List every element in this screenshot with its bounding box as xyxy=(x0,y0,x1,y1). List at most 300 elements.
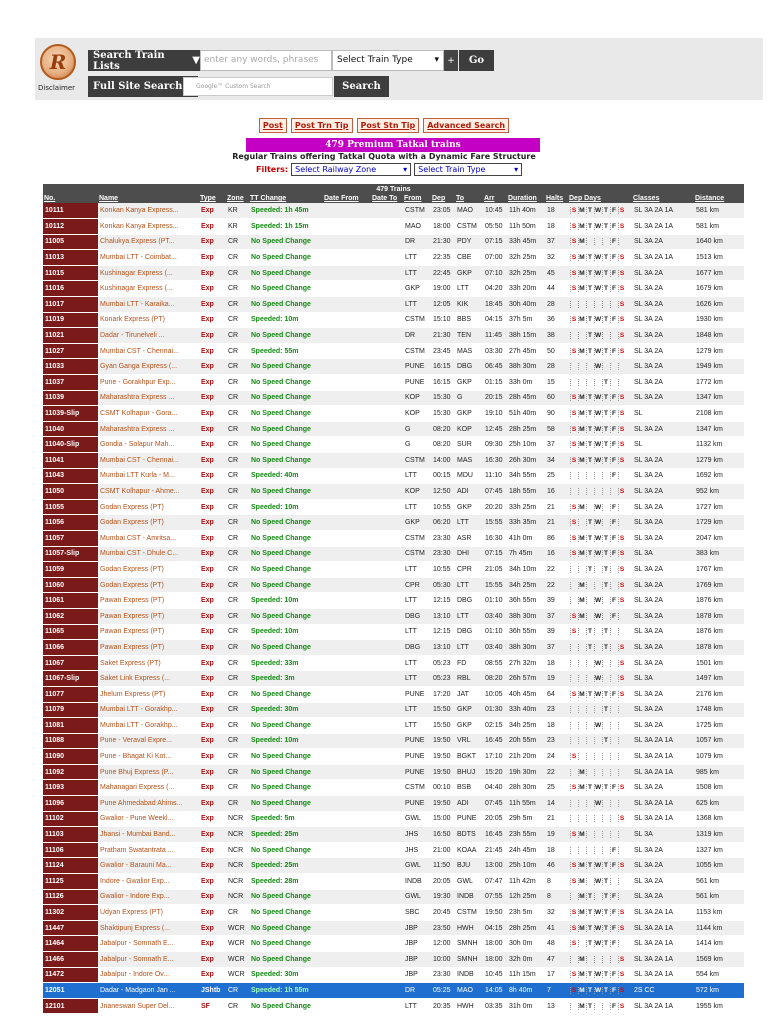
table-row[interactable] xyxy=(43,562,744,578)
train-number-link[interactable]: 11017 xyxy=(43,297,98,313)
table-row[interactable] xyxy=(43,811,744,827)
train-name-link[interactable]: Chalukya Express (PT... xyxy=(98,234,199,250)
train-name-link[interactable]: Konkan Kanya Express... xyxy=(98,203,199,219)
train-name-link[interactable]: Shaktipunj Express (... xyxy=(98,920,199,936)
table-row[interactable] xyxy=(43,920,744,936)
train-name-link[interactable]: Mahanagari Express (... xyxy=(98,780,199,796)
post-station-tip-button[interactable]: Post Stn Tip xyxy=(357,118,420,133)
train-number-link[interactable]: 12051 xyxy=(43,983,98,999)
dep-time: 21:00 xyxy=(431,842,455,858)
date-to xyxy=(371,577,403,593)
train-number-link[interactable]: 11102 xyxy=(43,811,98,827)
day-marker xyxy=(586,488,593,495)
day-marker: M xyxy=(579,238,585,246)
tt-change: No Speed Change xyxy=(249,842,323,858)
train-type: Exp xyxy=(199,281,226,297)
train-number-link[interactable]: 11016 xyxy=(43,281,98,297)
train-number-link[interactable]: 11037 xyxy=(43,375,98,391)
arr-time: 20:15 xyxy=(483,390,507,406)
table-row[interactable] xyxy=(43,312,744,328)
day-marker: S xyxy=(571,862,577,870)
date-from xyxy=(323,811,371,827)
to-station: MAO xyxy=(455,203,483,219)
train-name-link[interactable]: Pune Ahmedabad Ahims... xyxy=(98,796,199,812)
train-number-link[interactable]: 11033 xyxy=(43,359,98,375)
table-row[interactable] xyxy=(43,686,744,702)
table-row[interactable] xyxy=(43,889,744,905)
dep-time: 23:05 xyxy=(431,203,455,219)
date-to xyxy=(371,733,403,749)
arr-time: 04:40 xyxy=(483,780,507,796)
day-marker: F xyxy=(612,550,616,558)
table-row[interactable] xyxy=(43,328,744,344)
train-name-link[interactable]: Pune - Bhagat Ki Kot... xyxy=(98,749,199,765)
dep-time: 12:00 xyxy=(431,936,455,952)
tt-change: Speeded: 3m xyxy=(249,671,323,687)
train-name-link[interactable]: Udyan Express (PT) xyxy=(98,905,199,921)
halts: 18 xyxy=(545,718,568,734)
column-header-type[interactable]: Type xyxy=(199,194,226,203)
train-number-link[interactable]: 11050 xyxy=(43,484,98,500)
train-name-link[interactable]: Dadar - Madgaon Jan ... xyxy=(98,983,199,999)
train-number-link[interactable]: 11092 xyxy=(43,764,98,780)
train-number-link[interactable]: 11062 xyxy=(43,608,98,624)
day-marker: T xyxy=(604,285,608,293)
table-row[interactable] xyxy=(43,874,744,890)
post-button[interactable]: Post xyxy=(259,118,287,133)
advanced-search-button[interactable]: Advanced Search xyxy=(423,118,509,133)
train-number-link[interactable]: 11039-Slip xyxy=(43,406,98,422)
tt-change: Speeded: 1h 45m xyxy=(249,203,323,219)
train-number-link[interactable]: 11021 xyxy=(43,328,98,344)
train-name-link[interactable]: Jhelum Express (PT) xyxy=(98,686,199,702)
column-header-no[interactable]: No. xyxy=(43,194,98,203)
table-row[interactable] xyxy=(43,936,744,952)
train-number-link[interactable]: 11041 xyxy=(43,453,98,469)
train-number-link[interactable]: 10112 xyxy=(43,219,98,235)
date-to xyxy=(371,375,403,391)
table-row[interactable] xyxy=(43,624,744,640)
train-name-link[interactable]: Pawan Express (PT) xyxy=(98,640,199,656)
train-number-link[interactable]: 11126 xyxy=(43,889,98,905)
table-row[interactable] xyxy=(43,219,744,235)
train-number-link[interactable]: 11066 xyxy=(43,640,98,656)
train-name-link[interactable]: Pune - Veraval Expre... xyxy=(98,733,199,749)
site-logo[interactable] xyxy=(40,44,76,80)
table-row[interactable] xyxy=(43,671,744,687)
table-row[interactable] xyxy=(43,983,744,999)
train-number-link[interactable]: 11447 xyxy=(43,920,98,936)
go-button[interactable]: Go xyxy=(459,50,494,71)
table-row[interactable] xyxy=(43,905,744,921)
page-title: 479 Premium Tatkal trains xyxy=(246,138,540,152)
train-number-link[interactable]: 12101 xyxy=(43,998,98,1014)
train-name-link[interactable]: CSMT Kolhapur - Ahme... xyxy=(98,484,199,500)
train-name-link[interactable]: Pawan Express (PT) xyxy=(98,593,199,609)
train-number-link[interactable]: 11464 xyxy=(43,936,98,952)
from-station: LTT xyxy=(403,593,431,609)
to-station: KIK xyxy=(455,297,483,313)
train-name-link[interactable]: Konark Express (PT) xyxy=(98,312,199,328)
zone: WCR xyxy=(226,967,249,983)
distance: 1497 km xyxy=(694,671,744,687)
distance: 1132 km xyxy=(694,437,744,453)
day-marker xyxy=(594,566,601,573)
table-row[interactable] xyxy=(43,655,744,671)
classes: SL 3A 2A 1A xyxy=(632,250,694,266)
table-row[interactable] xyxy=(43,608,744,624)
train-name-link[interactable]: Konkan Kanya Express... xyxy=(98,219,199,235)
railway-zone-select[interactable] xyxy=(291,163,411,176)
train-number-link[interactable]: 11125 xyxy=(43,874,98,890)
search-button[interactable]: Search xyxy=(334,76,389,97)
train-number-link[interactable]: 11093 xyxy=(43,780,98,796)
table-row[interactable] xyxy=(43,484,744,500)
train-number-link[interactable]: 11466 xyxy=(43,952,98,968)
table-row[interactable] xyxy=(43,796,744,812)
column-header-dep[interactable]: Dep xyxy=(431,194,455,203)
table-row[interactable] xyxy=(43,234,744,250)
train-name-link[interactable]: Gondia - Solapur Mah... xyxy=(98,437,199,453)
table-row[interactable] xyxy=(43,842,744,858)
train-type: Exp xyxy=(199,484,226,500)
table-row[interactable] xyxy=(43,593,744,609)
table-row[interactable] xyxy=(43,375,744,391)
column-header-from[interactable]: From xyxy=(403,194,431,203)
day-marker: W xyxy=(595,394,602,402)
day-marker xyxy=(586,379,593,386)
column-header-arr[interactable]: Arr xyxy=(483,194,507,203)
train-name-link[interactable]: Saket Link Express (... xyxy=(98,671,199,687)
table-row[interactable] xyxy=(43,780,744,796)
day-marker: S xyxy=(571,784,577,792)
train-name-link[interactable]: CSMT Kolhapur - Gora... xyxy=(98,406,199,422)
from-station: SBC xyxy=(403,905,431,921)
plus-button[interactable]: + xyxy=(444,50,458,71)
column-header-date-from[interactable]: Date From xyxy=(323,194,371,203)
train-number-link[interactable]: 11067-Slip xyxy=(43,671,98,687)
train-name-link[interactable]: Pune - Gorakhpur Exp... xyxy=(98,375,199,391)
distance: 1769 km xyxy=(694,577,744,593)
day-marker: F xyxy=(612,472,616,480)
table-row[interactable] xyxy=(43,406,744,422)
day-marker: T xyxy=(604,643,608,651)
column-header-dep-days[interactable]: Dep Days xyxy=(568,194,632,203)
train-name-link[interactable]: Mumbai LTT - Karaika... xyxy=(98,297,199,313)
column-header-halts[interactable]: Halts xyxy=(545,194,568,203)
column-header-date-to[interactable]: Date To xyxy=(371,194,403,203)
table-row[interactable] xyxy=(43,437,744,453)
column-header-tt-change[interactable]: TT Change xyxy=(249,194,323,203)
train-name-link[interactable]: Gwalior - Barauni Ma... xyxy=(98,858,199,874)
train-type: Exp xyxy=(199,546,226,562)
train-name-link[interactable]: Jhansi - Mumbai Band... xyxy=(98,827,199,843)
column-header-to[interactable]: To xyxy=(455,194,483,203)
dep-time: 15:30 xyxy=(431,406,455,422)
arr-time: 10:05 xyxy=(483,686,507,702)
table-row[interactable] xyxy=(43,702,744,718)
dep-days xyxy=(568,265,632,281)
column-header-duration[interactable]: Duration xyxy=(507,194,545,203)
date-from xyxy=(323,842,371,858)
train-number-link[interactable]: 11060 xyxy=(43,577,98,593)
arr-time: 21:05 xyxy=(483,562,507,578)
table-row[interactable] xyxy=(43,577,744,593)
train-name-link[interactable]: Mumbai LTT - Gorakhp... xyxy=(98,702,199,718)
train-name-link[interactable]: Pawan Express (PT) xyxy=(98,624,199,640)
train-name-link[interactable]: Jnaneswari Super Del... xyxy=(98,998,199,1014)
to-station: SMNH xyxy=(455,952,483,968)
train-name-link[interactable]: Godan Express (PT) xyxy=(98,562,199,578)
train-name-link[interactable]: Jabalpur - Somnath E... xyxy=(98,952,199,968)
day-marker xyxy=(610,831,617,838)
train-number-link[interactable]: 11040 xyxy=(43,421,98,437)
day-marker xyxy=(594,769,601,776)
date-to xyxy=(371,998,403,1014)
train-number-link[interactable]: 11472 xyxy=(43,967,98,983)
train-name-link[interactable]: Mumbai CST - Amritsa... xyxy=(98,530,199,546)
disclaimer-link[interactable]: Disclaimer xyxy=(38,84,76,92)
classes: SL 3A 2A xyxy=(632,234,694,250)
train-name-link[interactable]: Kushinagar Express (... xyxy=(98,265,199,281)
table-row[interactable] xyxy=(43,515,744,531)
train-name-link[interactable]: Mumbai LTT - Coimbat... xyxy=(98,250,199,266)
zone: CR xyxy=(226,530,249,546)
date-to xyxy=(371,328,403,344)
day-marker: S xyxy=(571,986,577,994)
train-name-link[interactable]: Jabalpur - Somnath E... xyxy=(98,936,199,952)
tt-change: Speeded: 10m xyxy=(249,624,323,640)
table-row[interactable] xyxy=(43,764,744,780)
day-marker xyxy=(602,301,609,308)
table-row[interactable] xyxy=(43,297,744,313)
train-number-link[interactable]: 11090 xyxy=(43,749,98,765)
halts: 37 xyxy=(545,437,568,453)
day-marker: W xyxy=(595,877,602,885)
classes: SL 3A 2A 1A xyxy=(632,764,694,780)
train-name-link[interactable]: Maharashtra Express ... xyxy=(98,421,199,437)
train-name-link[interactable]: Gwalior - Indore Exp... xyxy=(98,889,199,905)
day-marker xyxy=(570,706,577,713)
halts: 44 xyxy=(545,281,568,297)
day-marker: S xyxy=(619,332,625,340)
google-search-input[interactable]: Google™ Custom Search xyxy=(183,77,333,96)
from-station: LTT xyxy=(403,297,431,313)
type-value: Select Train Type xyxy=(418,165,486,174)
table-row[interactable] xyxy=(43,281,744,297)
day-marker xyxy=(578,753,585,760)
train-name-link[interactable]: Mumbai CST - Dhule C... xyxy=(98,546,199,562)
train-number-link[interactable]: 11077 xyxy=(43,686,98,702)
from-station: JBP xyxy=(403,936,431,952)
day-marker: W xyxy=(595,269,602,277)
train-number-link[interactable]: 11015 xyxy=(43,265,98,281)
train-type-filter-select[interactable] xyxy=(414,163,522,176)
train-name-link[interactable]: Jabalpur - Indore Ov... xyxy=(98,967,199,983)
table-row[interactable] xyxy=(43,421,744,437)
train-name-link[interactable]: Indore - Gwalior Exp... xyxy=(98,874,199,890)
day-marker: W xyxy=(595,285,602,293)
table-row[interactable] xyxy=(43,468,744,484)
table-row[interactable] xyxy=(43,250,744,266)
from-station: G xyxy=(403,421,431,437)
train-number-link[interactable]: 11055 xyxy=(43,499,98,515)
train-number-link[interactable]: 11106 xyxy=(43,842,98,858)
arr-time: 01:10 xyxy=(483,624,507,640)
train-type-select[interactable] xyxy=(332,50,444,71)
distance: 1153 km xyxy=(694,905,744,921)
train-number-link[interactable]: 11027 xyxy=(43,343,98,359)
table-row[interactable] xyxy=(43,530,744,546)
distance: 1319 km xyxy=(694,827,744,843)
dep-time: 05:23 xyxy=(431,655,455,671)
train-number-link[interactable]: 11081 xyxy=(43,718,98,734)
dep-days xyxy=(568,998,632,1014)
train-number-link[interactable]: 10111 xyxy=(43,203,98,219)
distance: 1692 km xyxy=(694,468,744,484)
dep-days xyxy=(568,983,632,999)
train-name-link[interactable]: Kushinagar Express (... xyxy=(98,281,199,297)
post-train-tip-button[interactable]: Post Trn Tip xyxy=(291,118,353,133)
train-name-link[interactable]: Dadar - Tirunelveli ... xyxy=(98,328,199,344)
halts: 21 xyxy=(545,515,568,531)
train-number-link[interactable]: 11088 xyxy=(43,733,98,749)
dep-time: 05:23 xyxy=(431,671,455,687)
day-marker xyxy=(578,722,585,729)
train-number-link[interactable]: 11039 xyxy=(43,390,98,406)
day-marker: S xyxy=(619,285,625,293)
train-name-link[interactable]: Pawan Express (PT) xyxy=(98,608,199,624)
train-name-link[interactable]: Mumbai CST - Chennai... xyxy=(98,453,199,469)
table-row[interactable] xyxy=(43,359,744,375)
train-number-link[interactable]: 11067 xyxy=(43,655,98,671)
train-name-link[interactable]: Pratham Swatantrata ... xyxy=(98,842,199,858)
train-number-link[interactable]: 11013 xyxy=(43,250,98,266)
train-name-link[interactable]: Pune Bhuj Express (P... xyxy=(98,764,199,780)
day-marker: T xyxy=(604,441,608,449)
to-station: PUNE xyxy=(455,811,483,827)
train-number-link[interactable]: 11043 xyxy=(43,468,98,484)
train-name-link[interactable]: Godan Express (PT) xyxy=(98,499,199,515)
table-row[interactable] xyxy=(43,453,744,469)
train-number-link[interactable]: 11056 xyxy=(43,515,98,531)
keyword-input[interactable]: enter any words, phrases xyxy=(200,50,332,71)
day-marker xyxy=(610,566,617,573)
table-row[interactable] xyxy=(43,749,744,765)
train-name-link[interactable]: Maharashtra Express ... xyxy=(98,390,199,406)
day-marker xyxy=(586,753,593,760)
train-number-link[interactable]: 11005 xyxy=(43,234,98,250)
dep-days xyxy=(568,811,632,827)
halts: 86 xyxy=(545,530,568,546)
train-number-link[interactable]: 11059 xyxy=(43,562,98,578)
table-row[interactable] xyxy=(43,640,744,656)
table-row[interactable] xyxy=(43,265,744,281)
train-name-link[interactable]: Saket Express (PT) xyxy=(98,655,199,671)
day-marker xyxy=(586,675,593,682)
day-marker: F xyxy=(612,394,616,402)
halts: 28 xyxy=(545,359,568,375)
train-name-link[interactable]: Godan Express (PT) xyxy=(98,577,199,593)
table-row[interactable] xyxy=(43,203,744,219)
classes: SL 3A 2A xyxy=(632,468,694,484)
day-marker: F xyxy=(612,986,616,994)
table-row[interactable] xyxy=(43,343,744,359)
column-header-zone[interactable]: Zone xyxy=(226,194,249,203)
arr-time: 15:20 xyxy=(483,764,507,780)
day-marker: S xyxy=(619,784,625,792)
table-row[interactable] xyxy=(43,858,744,874)
day-marker xyxy=(618,379,625,386)
train-number-link[interactable]: 11079 xyxy=(43,702,98,718)
train-type: Exp xyxy=(199,640,226,656)
tt-change: No Speed Change xyxy=(249,421,323,437)
train-number-link[interactable]: 11061 xyxy=(43,593,98,609)
train-number-link[interactable]: 11057-Slip xyxy=(43,546,98,562)
to-station: FD xyxy=(455,655,483,671)
train-name-link[interactable]: Mumbai CST - Chennai... xyxy=(98,343,199,359)
arr-time: 16:45 xyxy=(483,733,507,749)
table-row[interactable] xyxy=(43,390,744,406)
to-station: SUR xyxy=(455,437,483,453)
table-row[interactable] xyxy=(43,827,744,843)
table-row[interactable] xyxy=(43,967,744,983)
tt-change: Speeded: 10m xyxy=(249,499,323,515)
search-train-lists-dropdown[interactable] xyxy=(88,50,200,71)
column-header-classes[interactable]: Classes xyxy=(632,194,694,203)
dep-time: 19:50 xyxy=(431,796,455,812)
train-number-link[interactable]: 11065 xyxy=(43,624,98,640)
day-marker xyxy=(610,379,617,386)
train-type: Exp xyxy=(199,312,226,328)
table-row[interactable] xyxy=(43,499,744,515)
day-marker: S xyxy=(619,955,625,963)
train-number-link[interactable]: 11302 xyxy=(43,905,98,921)
train-number-link[interactable]: 11019 xyxy=(43,312,98,328)
table-row[interactable] xyxy=(43,998,744,1014)
dep-days xyxy=(568,624,632,640)
day-marker: T xyxy=(588,784,592,792)
train-name-link[interactable]: Mumbai LTT - Gorakhp... xyxy=(98,718,199,734)
train-name-link[interactable]: Godan Express (PT) xyxy=(98,515,199,531)
train-number-link[interactable]: 11103 xyxy=(43,827,98,843)
train-number-link[interactable]: 11096 xyxy=(43,796,98,812)
date-from xyxy=(323,780,371,796)
from-station: DR xyxy=(403,328,431,344)
arr-time: 16:30 xyxy=(483,453,507,469)
column-header-name[interactable]: Name xyxy=(98,194,199,203)
halts: 22 xyxy=(545,562,568,578)
day-marker: S xyxy=(619,394,625,402)
table-row[interactable] xyxy=(43,733,744,749)
train-name-link[interactable]: Mumbai LTT Kurla - M... xyxy=(98,468,199,484)
train-number-link[interactable]: 11057 xyxy=(43,530,98,546)
train-name-link[interactable]: Gwalior - Pune Weekl... xyxy=(98,811,199,827)
train-number-link[interactable]: 11124 xyxy=(43,858,98,874)
dep-time: 23:30 xyxy=(431,546,455,562)
day-marker xyxy=(570,769,577,776)
zone: CR xyxy=(226,764,249,780)
table-row[interactable] xyxy=(43,718,744,734)
train-name-link[interactable]: Gyan Ganga Express (... xyxy=(98,359,199,375)
train-number-link[interactable]: 11040-Slip xyxy=(43,437,98,453)
train-type: Exp xyxy=(199,468,226,484)
day-marker: S xyxy=(619,986,625,994)
zone: CR xyxy=(226,406,249,422)
table-row[interactable] xyxy=(43,546,744,562)
column-header-distance[interactable]: Distance xyxy=(694,194,744,203)
table-row[interactable] xyxy=(43,952,744,968)
